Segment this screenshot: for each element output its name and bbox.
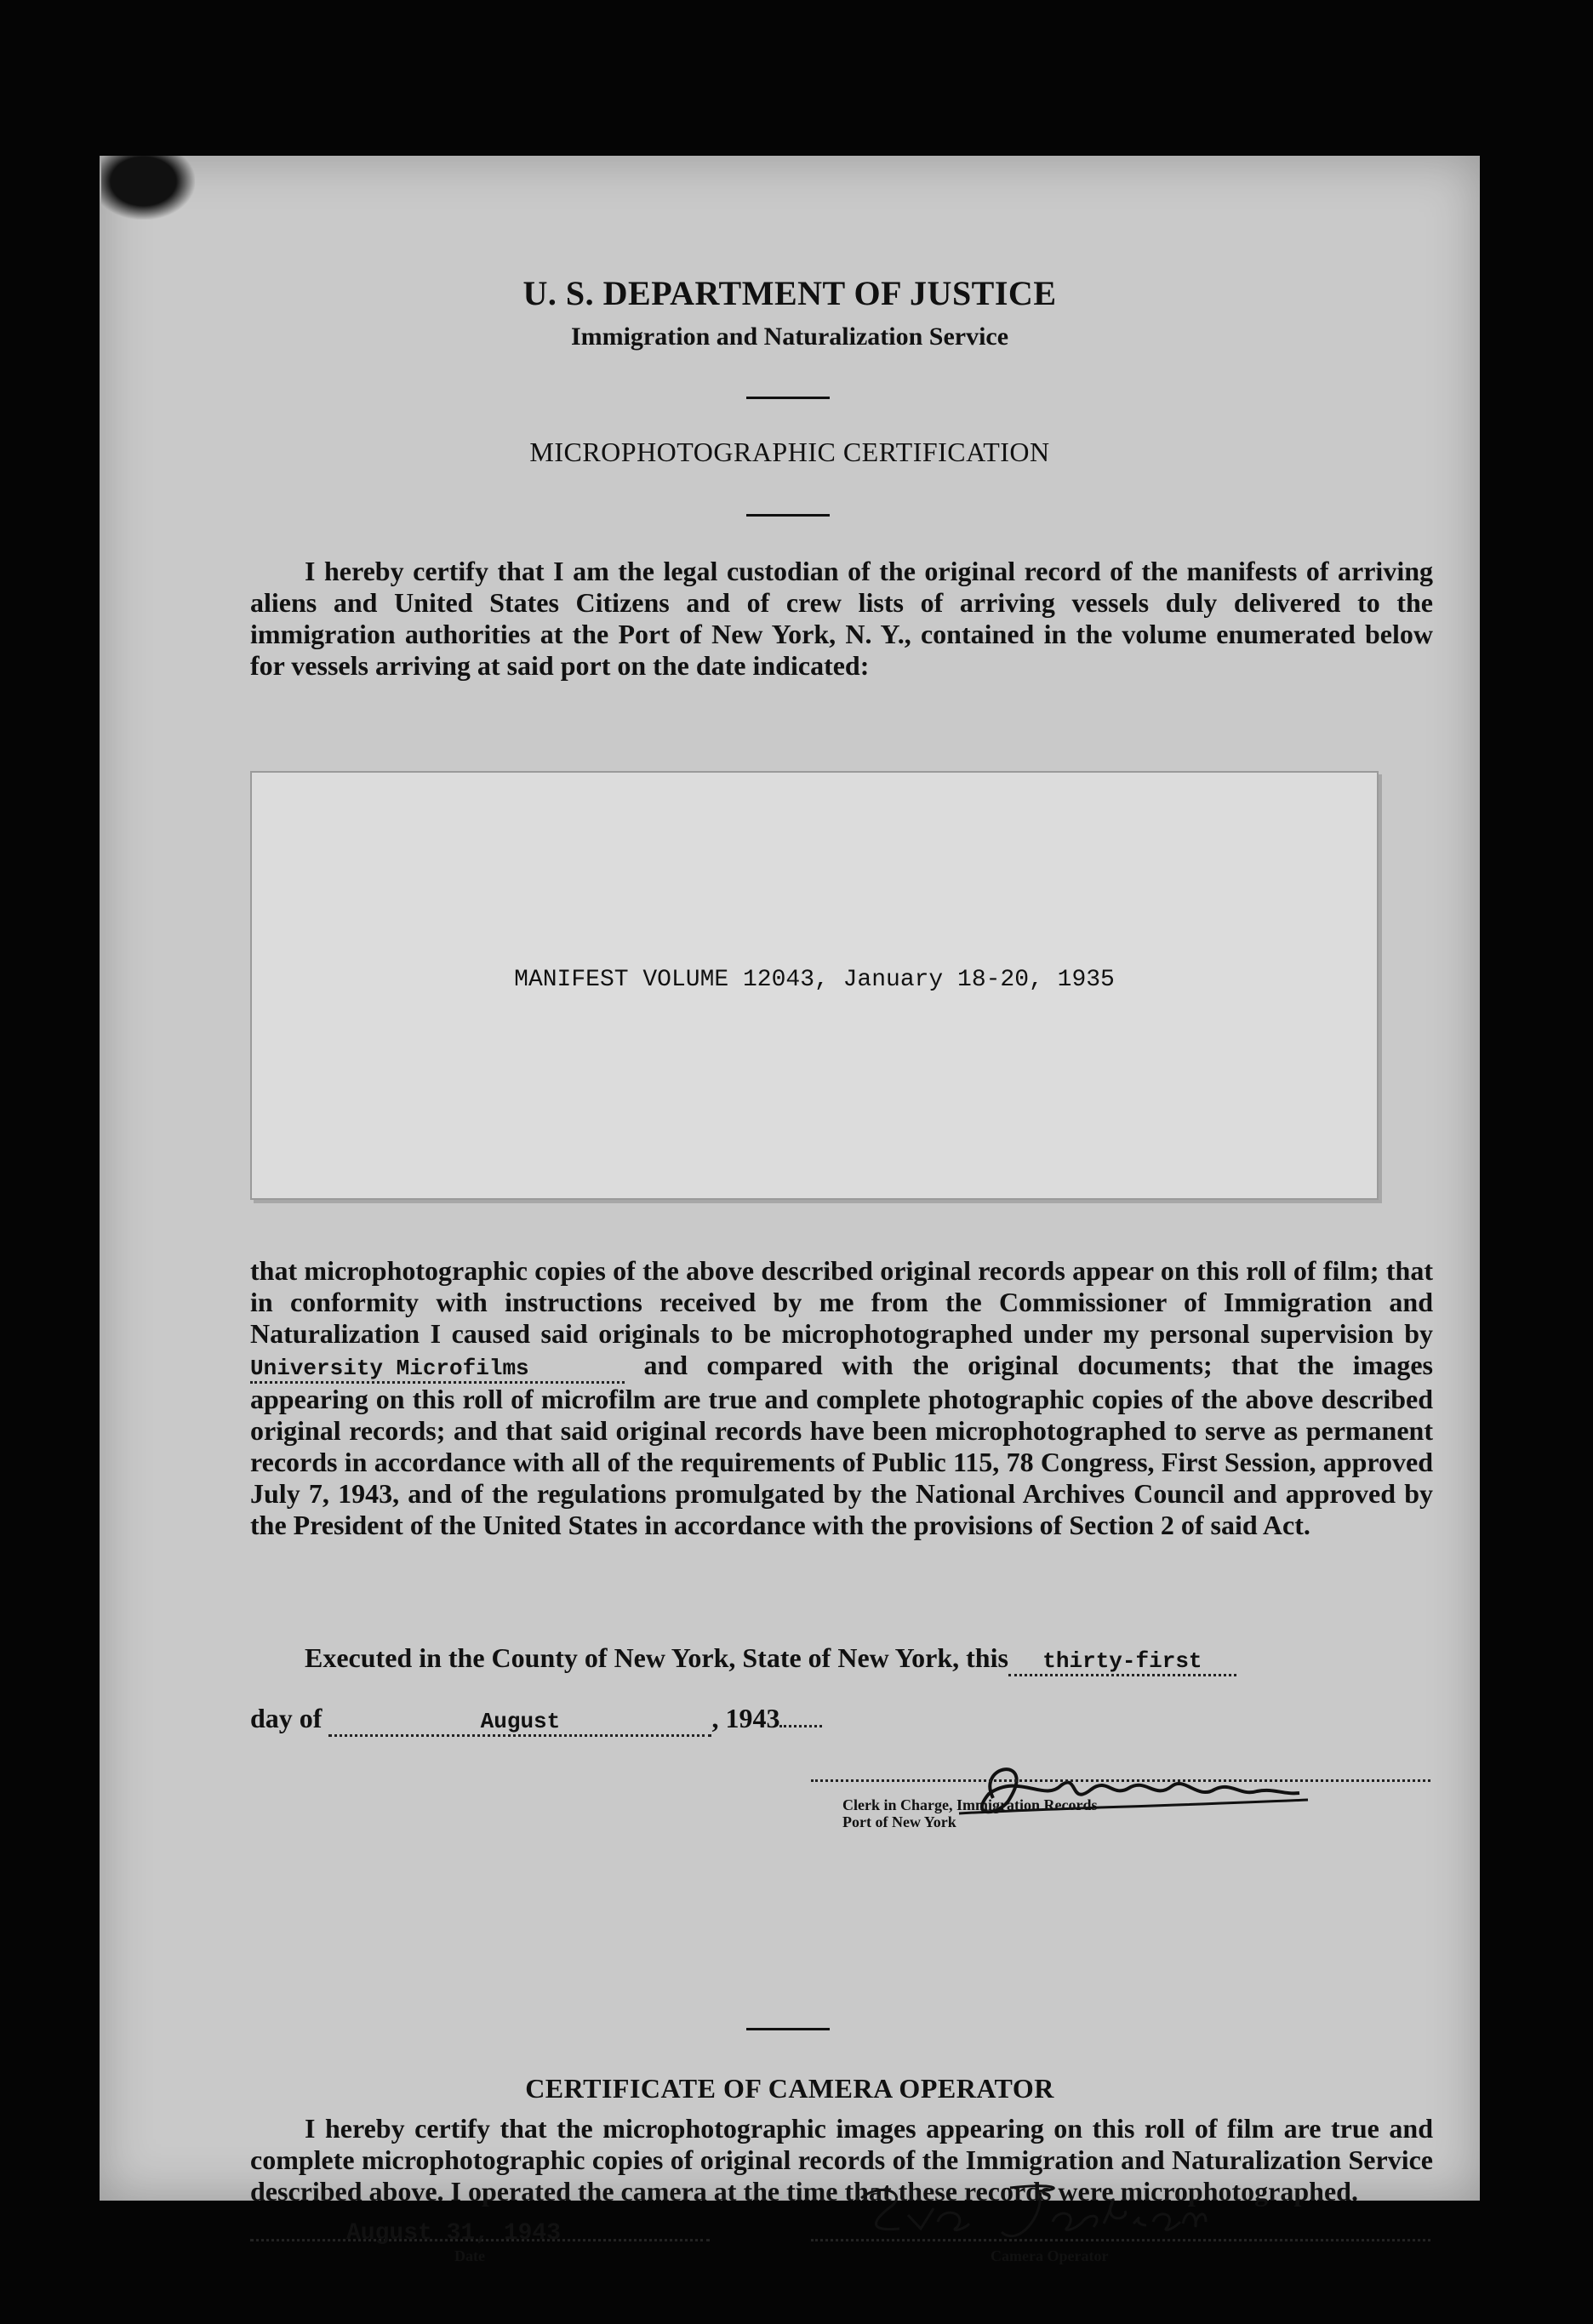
clerk-signature [942, 1747, 1316, 1832]
clerk-title: Clerk in Charge, Immigration Records [842, 1796, 1098, 1813]
operator-signature-line [811, 2239, 1430, 2241]
executed-day-field: thirty-first [1008, 1648, 1236, 1676]
divider [746, 397, 830, 399]
year-text: , 1943 [711, 1703, 780, 1733]
executed-line [305, 1642, 1236, 1676]
intro-paragraph: I hereby certify that I am the legal custodian of the original record of the manifests of arriving aliens and United States Citizens and of crew lists of arriving vessels duly delivered to the immigration authorities at the Port of New York, N. Y., contained in the volume enumerated below for vessels arriving at said port on the date indicated: [250, 556, 1433, 681]
ink-blot [101, 156, 195, 220]
executed-prefix: Executed in the County of New York, State of New York, this [305, 1642, 1008, 1673]
certification-title: MICROPHOTOGRAPHIC CERTIFICATION [529, 437, 1050, 467]
certificate-page [100, 156, 1480, 2264]
day-of-label: day of [250, 1703, 323, 1733]
service-heading: Immigration and Naturalization Service [570, 323, 1009, 351]
clerk-port: Port of New York [842, 1813, 956, 1830]
camera-certificate-title: CERTIFICATE OF CAMERA OPERATOR [525, 2073, 1054, 2104]
clerk-signature-line [811, 1779, 1430, 1782]
department-heading: U. S. DEPARTMENT OF JUSTICE [522, 274, 1057, 312]
photographer-field: University Microfilms [250, 1356, 625, 1384]
year-dots [779, 1725, 822, 1727]
operator-label: Camera Operator [991, 2247, 1109, 2264]
camera-date-value: August 31, 1943 [346, 2220, 562, 2247]
operator-signature [848, 2173, 1206, 2249]
divider [746, 514, 830, 517]
divider [746, 2028, 830, 2030]
manifest-volume: MANIFEST VOLUME 12043, January 18-20, 1935 [514, 967, 1115, 993]
date-line [250, 1703, 822, 1737]
body-paragraph [250, 1255, 1433, 1541]
volume-insert [250, 771, 1379, 1200]
camera-paragraph: I hereby certify that the microphotographic images appearing on this roll of film are true and complete microphotographic copies of original records of the Immigration and Naturalization Service described above. I operated the camera at the time that these records were microphotographed. [250, 2113, 1433, 2207]
body-text-part1: that microphotographic copies of the above described original records appear on this roll of film; that in conformity with instructions received by me from the Commissioner of Immigration and Naturalization I caused said originals to be microphotographed under my personal supervision by [250, 1255, 1433, 1349]
month-field: August [328, 1709, 711, 1737]
date-label: Date [454, 2247, 485, 2264]
body-text-part2: and compared with the original documents; that the images appearing on this roll of microfilm are true and complete photographic copies of the above described original records; and that said original records have been microphotographed to serve as permanent records in accordance with all of the requirements of Public 115, 78 Congress, First Session, approved July 7, 1943, and of the regulations promulgated by the National Archives Council and approved by the President of the United States in accordance with the provisions of Section 2 of said Act. [250, 1350, 1434, 1540]
